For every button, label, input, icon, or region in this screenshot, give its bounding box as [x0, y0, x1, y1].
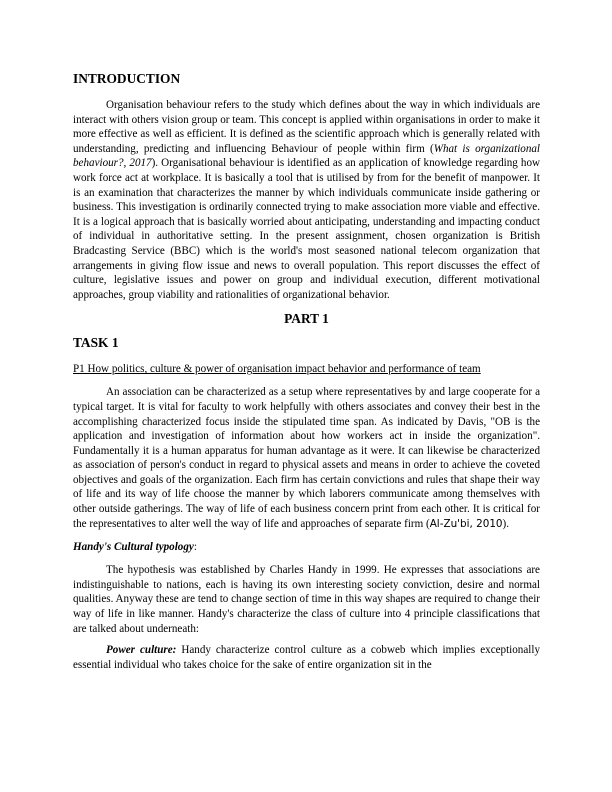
handy-cultural-typology-heading — [73, 540, 540, 554]
intro-citation: What is organizational behaviour?, 2017 — [73, 142, 540, 170]
task-p1-end: ). — [502, 517, 510, 530]
part-title: PART 1 — [284, 311, 329, 327]
power-culture-label: Power culture: — [106, 644, 177, 657]
intro-text-start: Organisation behaviour refers to the study which defines about the way in which individuals are interact with others vision group or team. This concept is applied within organisations in order to make it more effective as well as efficient. It is defined as the scientific approach which is generally related with understanding, predicting and influencing Behaviour of people within firm ( — [73, 99, 540, 155]
task-paragraph-2: The hypothesis was established by Charles Handy in 1999. He expresses that associations are indistinguishable to nations, each is having its own interesting society conviction, desire and normal qualities. Anyway these are tend to change section of time in this way shapes are required to change their way of life in like manner. Handy's characterize the class of culture into 4 principle classifications that are talked about underneath: — [73, 564, 540, 635]
task-title: TASK 1 — [73, 335, 119, 351]
handy-heading-text: Handy's Cultural typology — [73, 541, 194, 554]
task-subheading: P1 How politics, culture & power of organisation impact behavior and performance of team — [73, 363, 481, 376]
introduction-heading: INTRODUCTION — [73, 71, 181, 86]
task-p1-citation: Al-Zu'bi, 2010 — [429, 517, 503, 530]
handy-heading-colon: : — [193, 541, 197, 554]
task-paragraph-1 — [73, 385, 540, 531]
task-paragraph-3 — [73, 643, 540, 672]
introduction-paragraph — [73, 98, 540, 302]
intro-text-end: ). Organisational behaviour is identified as an application of knowledge regarding how work force act at workplace. It is basically a tool that is utilised by from for the benefit of manpower. It is an examination that characterizes the manner by which individuals communicate inside gathering or business. This investigation is ordinarily connected trying to make association more viable and effective. It is a logical approach that is basically worried about anticipating, understanding and impacting conduct of individual in authoritative setting. In the present assignment, chosen organization is British Bradcasting Service (BBC) which is the world's most seasoned national telecom organization that arrangements in giving flow issue and news to overall population. This report discusses the effect of culture, legislative issues and power on group and individual execution, different motivational approaches, group viability and rationalities of organizational behavior. — [73, 157, 541, 301]
power-culture-text: Handy characterize control culture as a cobweb which implies exceptionally essential individual who takes choice for the sake of entire organization sit in the — [73, 644, 540, 671]
task-p1-text: An association can be characterized as a setup where representatives by and large cooperate for a typical target. It is vital for faculty to work helpfully with others associates and convey their best in the accomplishing characterized focus inside the stipulated time span. As indicated by Davis, "OB is the application and investigation of information about how workers act in inside the organization". Fundamentally it is a human apparatus for human advantage as it were. It can likewise be characterized as association of person's conduct in regard to physical assets and means in order to achieve the coveted objectives and goals of the organization. Each firm has certain convictions and rules that shape their way of life and its way of life choose the manner by which laborers communicate among themselves with other outside gatherings. The way of life of each business concern print from each other. It is critical for the representatives to alter well the way of life and approaches of separate firm ( — [73, 386, 540, 530]
document-body — [73, 70, 540, 672]
